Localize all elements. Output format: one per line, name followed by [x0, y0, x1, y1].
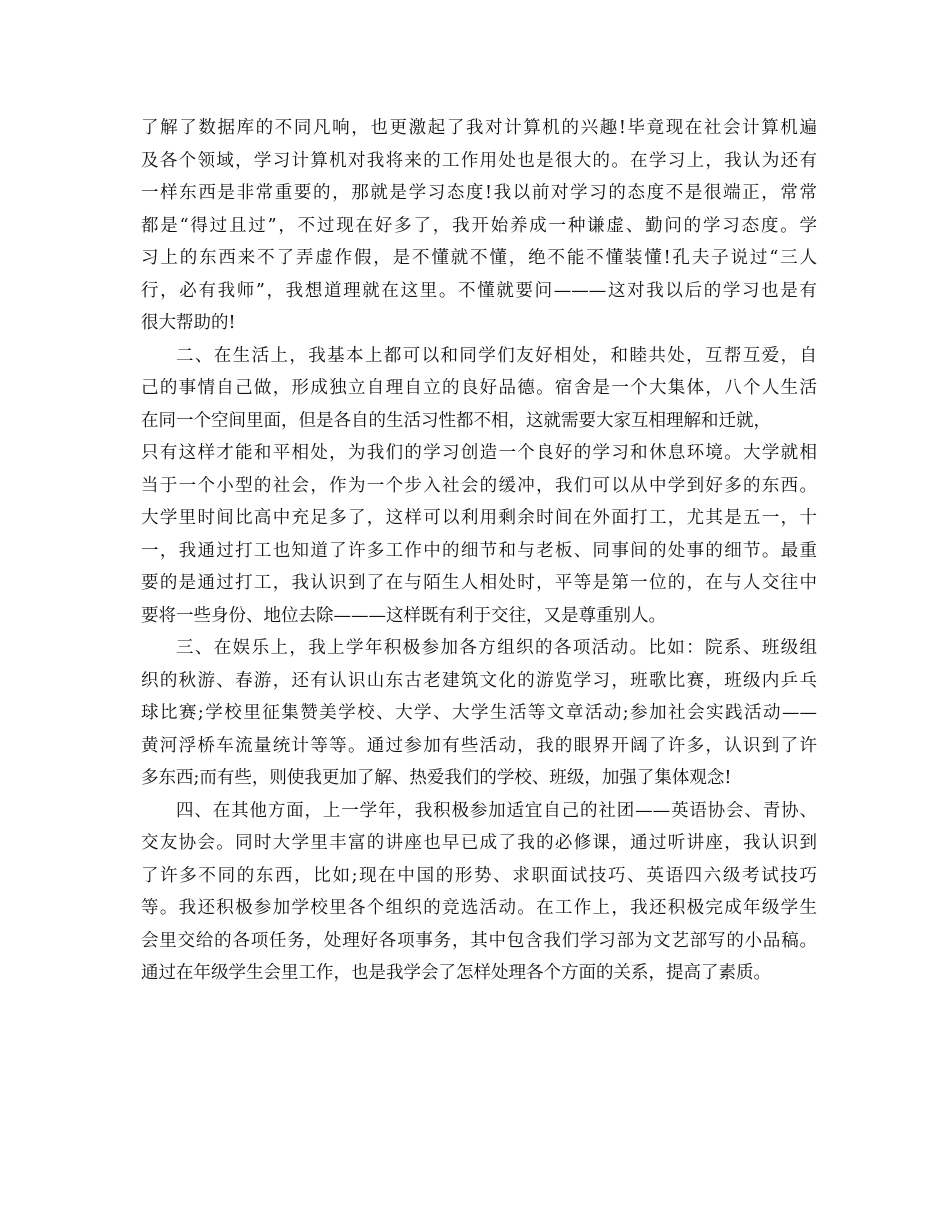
- text-line: 一，我通过打工也知道了许多工作中的细节和与老板、同事间的处事的细节。最重: [141, 540, 817, 561]
- text-line: 等。我还积极参加学校里各个组织的竞选活动。在工作上，我还积极完成年级学生: [141, 898, 817, 918]
- text-line: 很大帮助的!: [141, 313, 236, 333]
- text-line: 要将一些身份、地位去除———这样既有利于交往，又是尊重别人。: [141, 605, 666, 626]
- text-line: 要的是通过打工，我认识到了在与陌生人相处时，平等是第一位的，在与人交往中: [141, 573, 817, 593]
- paragraph-entertainment: [141, 632, 817, 795]
- text-line: 球比赛;学校里征集赞美学校、大学、大学生活等文章活动;参加社会实践活动——: [141, 703, 817, 723]
- paragraph-study: [141, 112, 817, 340]
- text-line: 在同一个空间里面，但是各自的生活习性都不相，这就需要大家互相理解和迁就，: [141, 410, 771, 431]
- text-line: 了解了数据库的不同凡响，也更激起了我对计算机的兴趣!毕竟现在社会计算机遍: [141, 118, 817, 138]
- text-line: 通过在年级学生会里工作，也是我学会了怎样处理各个方面的关系，提高了素质。: [141, 963, 771, 983]
- text-line: 一样东西是非常重要的，那就是学习态度!我以前对学习的态度不是很端正，常常: [141, 183, 817, 203]
- text-line: 会里交给的各项任务，处理好各项事务，其中包含我们学习部为文艺部写的小品稿。: [141, 930, 817, 951]
- text-line: 己的事情自己做，形成独立自理自立的良好品德。宿舍是一个大集体，八个人生活: [141, 378, 817, 398]
- text-line: 了许多不同的东西，比如;现在中国的形势、求职面试技巧、英语四六级考试技巧: [141, 865, 817, 886]
- text-line: 多东西;而有些，则使我更加了解、热爱我们的学校、班级，加强了集体观念!: [141, 768, 732, 788]
- text-line: 大学里时间比高中充足多了，这样可以利用剩余时间在外面打工，尤其是五一，十: [141, 508, 817, 528]
- text-line: 当于一个小型的社会，作为一个步入社会的缓冲，我们可以从中学到好多的东西。: [141, 475, 817, 496]
- text-line: 行，必有我师”，我想道理就在这里。不懂就要问———这对我以后的学习也是有: [141, 280, 817, 301]
- text-line: 只有这样才能和平相处，为我们的学习创造一个良好的学习和休息环境。大学就相: [141, 443, 817, 463]
- document-body: [141, 112, 817, 990]
- text-line: 及各个领域，学习计算机对我将来的工作用处也是很大的。在学习上，我认为还有: [141, 150, 817, 171]
- text-line: 四、在其他方面，上一学年，我积极参加适宜自己的社团——英语协会、青协、: [176, 800, 817, 821]
- text-line: 三、在娱乐上，我上学年积极参加各方组织的各项活动。比如：院系、班级组: [176, 638, 817, 658]
- text-line: 织的秋游、春游，还有认识山东古老建筑文化的游览学习，班歌比赛，班级内乒乓: [141, 670, 817, 691]
- text-line: 都是“得过且过”，不过现在好多了，我开始养成一种谦虚、勤问的学习态度。学: [141, 215, 817, 236]
- text-line: 黄河浮桥车流量统计等等。通过参加有些活动，我的眼界开阔了许多，认识到了许: [141, 735, 817, 756]
- text-line: 二、在生活上，我基本上都可以和同学们友好相处，和睦共处，互帮互爱，自: [176, 345, 817, 366]
- text-line: 习上的东西来不了弄虚作假，是不懂就不懂，绝不能不懂装懂!孔夫子说过“三人: [141, 248, 817, 268]
- paragraph-life: [141, 340, 817, 633]
- paragraph-other: [141, 795, 817, 990]
- text-line: 交友协会。同时大学里丰富的讲座也早已成了我的必修课，通过听讲座，我认识到: [141, 833, 817, 853]
